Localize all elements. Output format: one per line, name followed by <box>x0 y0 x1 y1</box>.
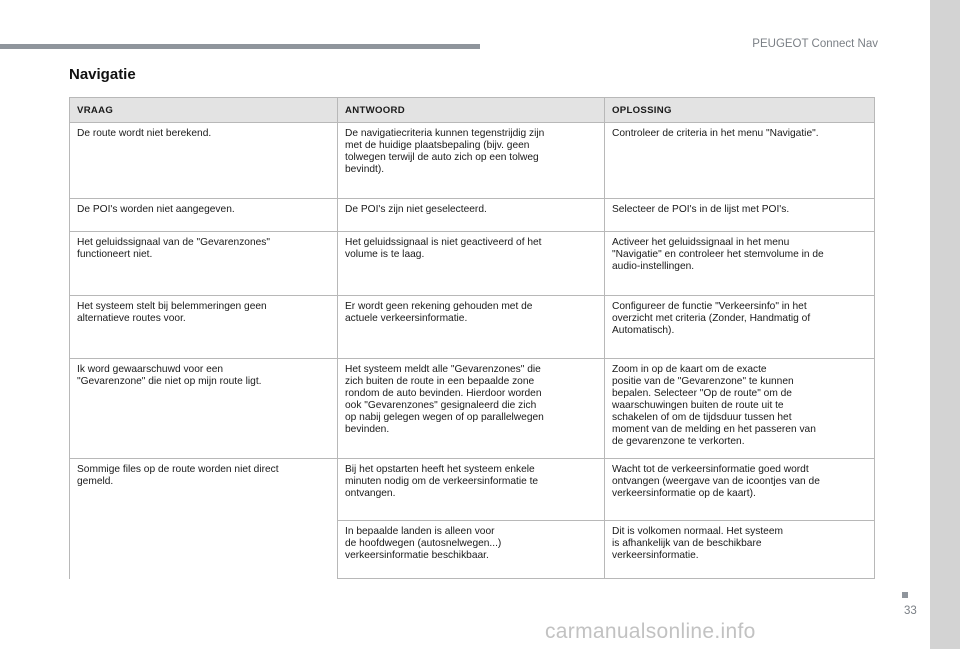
header-rule <box>0 44 480 49</box>
manual-title: PEUGEOT Connect Nav <box>752 38 878 50</box>
question-cell: Ik word gewaarschuwd voor een "Gevarenzone" die niet op mijn route ligt. <box>70 359 338 459</box>
page-number: 33 <box>904 605 917 617</box>
question-cell: Het systeem stelt bij belemmeringen geen alternatieve routes voor. <box>70 296 338 359</box>
column-header-answer: ANTWOORD <box>338 98 605 123</box>
section-title: Navigatie <box>69 66 136 83</box>
solution-cell: Activeer het geluidssignaal in het menu "Navigatie" en controleer het stemvolume in de audio-instellingen. <box>605 232 875 296</box>
question-cell: Het geluidssignaal van de "Gevarenzones" functioneert niet. <box>70 232 338 296</box>
table-row <box>70 296 875 359</box>
page-marker <box>902 592 908 598</box>
table-row <box>70 232 875 296</box>
table-row <box>70 459 875 521</box>
answer-cell: De POI's zijn niet geselecteerd. <box>338 199 605 232</box>
page-edge-sidebar <box>930 0 960 649</box>
question-cell: De route wordt niet berekend. <box>70 123 338 199</box>
answer-cell: Het geluidssignaal is niet geactiveerd of het volume is te laag. <box>338 232 605 296</box>
column-header-question: VRAAG <box>70 98 338 123</box>
answer-cell: Het systeem meldt alle "Gevarenzones" die zich buiten de route in een bepaalde zone rondom de auto bevinden. Hierdoor worden ook "Gevarenzones" gesignaleerd die zich op nabij gelegen wegen of op parallelwegen bevinden. <box>338 359 605 459</box>
answer-cell: In bepaalde landen is alleen voor de hoofdwegen (autosnelwegen...) verkeersinformatie beschikbaar. <box>338 521 605 579</box>
solution-cell: Dit is volkomen normaal. Het systeem is afhankelijk van de beschikbare verkeersinformatie. <box>605 521 875 579</box>
table-row <box>70 199 875 232</box>
question-cell: De POI's worden niet aangegeven. <box>70 199 338 232</box>
solution-cell: Zoom in op de kaart om de exacte positie van de "Gevarenzone" te kunnen bepalen. Selecteer "Op de route" om de waarschuwingen buiten de route uit te schakelen of om de tijdsduur tussen het moment van de melding en het passeren van de gevarenzone te verkorten. <box>605 359 875 459</box>
solution-cell: Configureer de functie "Verkeersinfo" in het overzicht met criteria (Zonder, Handmatig of Automatisch). <box>605 296 875 359</box>
answer-cell: Er wordt geen rekening gehouden met de actuele verkeersinformatie. <box>338 296 605 359</box>
table-row <box>70 123 875 199</box>
question-cell: Sommige files op de route worden niet direct gemeld. <box>70 459 338 579</box>
watermark: carmanualsonline.info <box>545 620 756 643</box>
column-header-solution: OPLOSSING <box>605 98 875 123</box>
table-header-row <box>70 98 875 123</box>
answer-cell: De navigatiecriteria kunnen tegenstrijdig zijn met de huidige plaatsbepaling (bijv. geen tolwegen terwijl de auto zich op een tolweg bevindt). <box>338 123 605 199</box>
solution-cell: Controleer de criteria in het menu "Navigatie". <box>605 123 875 199</box>
solution-cell: Wacht tot de verkeersinformatie goed wordt ontvangen (weergave van de icoontjes van de verkeersinformatie op de kaart). <box>605 459 875 521</box>
table-row <box>70 359 875 459</box>
troubleshooting-table <box>69 97 875 579</box>
solution-cell: Selecteer de POI's in de lijst met POI's. <box>605 199 875 232</box>
answer-cell: Bij het opstarten heeft het systeem enkele minuten nodig om de verkeersinformatie te ontvangen. <box>338 459 605 521</box>
